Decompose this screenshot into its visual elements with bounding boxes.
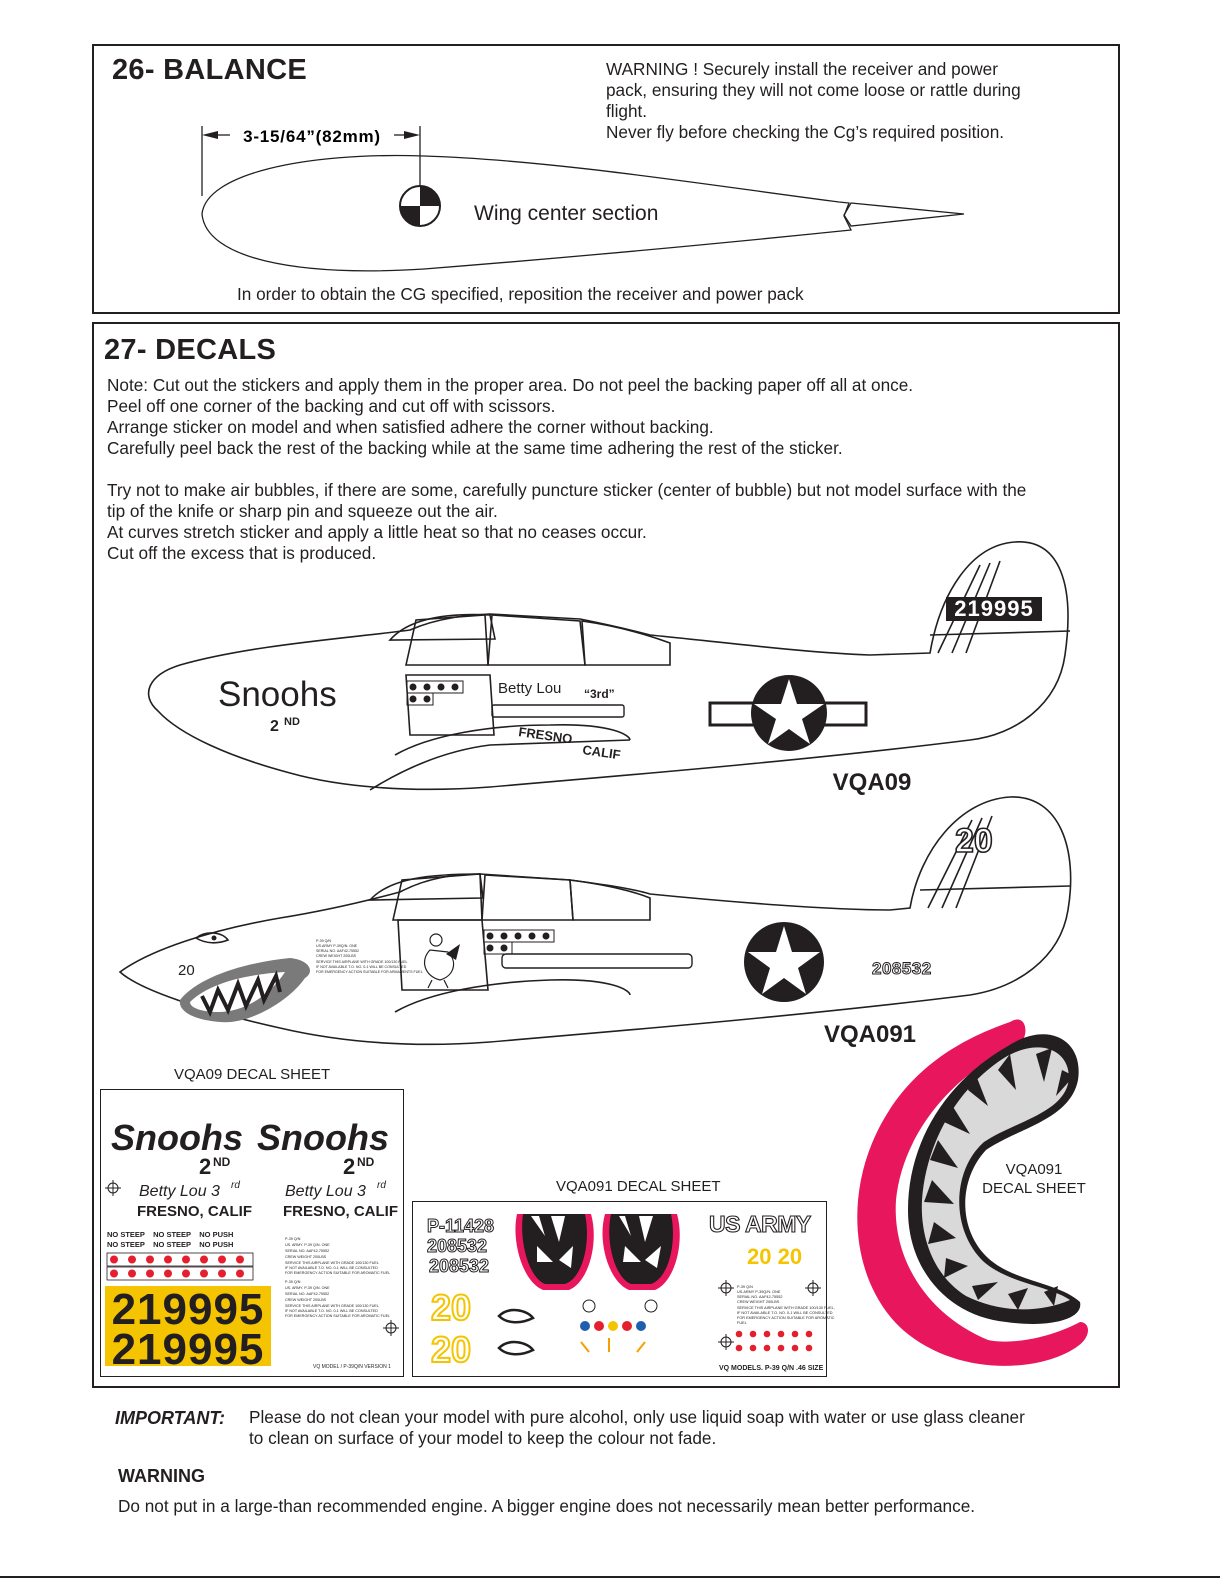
svg-text:rd: rd — [231, 1180, 240, 1191]
sheet-city-1: FRESNO, CALIF — [137, 1203, 252, 1220]
data-block-1 — [285, 1237, 390, 1275]
note-line: Arrange sticker on model and when satisfied adhere the corner without backing. — [107, 417, 714, 437]
state: CALIF — [581, 742, 622, 763]
plane-code: VQA091 — [823, 1021, 917, 1048]
svg-text:CREW WEIGHT 200LBS: CREW WEIGHT 200LBS — [285, 1298, 327, 1302]
svg-text:NO STEEP NO STEEP NO PUS: NO STEEP NO STEEP NO PUSH — [107, 1230, 234, 1239]
warning-line: Never fly before checking the Cg’s required position. — [606, 122, 1005, 142]
airfoil-diagram — [94, 46, 1118, 312]
shark-caption: VQA091 DECAL SHEET — [982, 1161, 1086, 1197]
svg-text:IF NOT AVAILABLE T.O. NO. 0-1: IF NOT AVAILABLE T.O. NO. 0-1 WILL BE CONSULTED — [316, 965, 407, 969]
note-line: tip of the knife or sharp pin and squeeze out the air. — [107, 501, 498, 521]
tail-number: 20 — [955, 822, 993, 860]
warning-stencils — [107, 1230, 233, 1249]
plane-name-suffix: “3rd” — [584, 687, 615, 701]
svg-text:CREW WEIGHT 200LBS: CREW WEIGHT 200LBS — [316, 954, 357, 958]
balance-footer: In order to obtain the CG specified, reposition the receiver and power pack — [237, 284, 804, 304]
stencil-data — [316, 939, 423, 974]
vqa09-decal-sheet — [100, 1089, 404, 1377]
svg-text:20: 20 — [431, 1329, 472, 1370]
svg-text:FOR EMERGENCY ACTION SUITABLE: FOR EMERGENCY ACTION SUITABLE FOR AROMATIC — [737, 1316, 835, 1320]
sheet2-serials — [427, 1216, 494, 1276]
svg-text:NO STEEP NO STEEP NO PUS: NO STEEP NO STEEP NO PUSH — [107, 1240, 234, 1249]
yellow-pair: 20 20 — [747, 1244, 803, 1269]
nose-sub: 2 — [270, 718, 279, 735]
svg-text:P-39 Q/N: P-39 Q/N — [737, 1285, 753, 1289]
note-line: Try not to make air bubbles, if there are some, carefully puncture sticker (center of bubble) but not model surface with the — [107, 480, 1027, 500]
svg-text:US. ARMY. P-39 Q/N. ONE: US. ARMY. P-39 Q/N. ONE — [285, 1286, 330, 1290]
rooster-emblems — [580, 1300, 657, 1352]
svg-text:rd: rd — [377, 1180, 386, 1191]
gun-port — [502, 954, 692, 968]
sheet-name-2: Snoohs — [257, 1117, 389, 1158]
rooster-emblem — [425, 934, 460, 988]
data-block-2 — [285, 1280, 390, 1318]
svg-text:US. ARMY. P-39 Q/N. ONE: US. ARMY. P-39 Q/N. ONE — [285, 1243, 330, 1247]
svg-text:IF NOT AVAILABLE T.O. NO. 0-1: IF NOT AVAILABLE T.O. NO. 0-1 WILL BE CONSULTED — [737, 1311, 833, 1315]
svg-text:SERVICE THIS AIRPLANE WITH GRA: SERVICE THIS AIRPLANE WITH GRADE 100/130 FUEL — [285, 1261, 379, 1265]
serial: 208532 — [872, 959, 932, 978]
note-line: At curves stretch sticker and apply a little heat so that no ceases occur. — [107, 522, 647, 542]
sheet-betty-1: Betty Lou 3 — [139, 1183, 220, 1200]
balance-title: 26- BALANCE — [112, 54, 308, 86]
svg-text:CREW WEIGHT 200LBS: CREW WEIGHT 200LBS — [285, 1255, 327, 1259]
star-insignia — [710, 675, 866, 751]
svg-text:SERIAL NO. AAF42-75552: SERIAL NO. AAF42-75552 — [316, 949, 360, 953]
sheet1-footer: VQ MODEL / P-39Q/N VERSION 1 — [313, 1364, 391, 1370]
us-army: US ARMY — [709, 1211, 811, 1237]
sheet2-footer: VQ MODELS. P-39 Q/N .46 SIZE — [719, 1365, 824, 1372]
svg-text:P-39 Q/N: P-39 Q/N — [285, 1237, 301, 1241]
sheet2-yellow-numbers — [431, 1287, 471, 1370]
svg-text:US.ARMY P-39Q/N. ONE: US.ARMY P-39Q/N. ONE — [737, 1290, 781, 1294]
sheet-name-1: Snoohs — [111, 1117, 243, 1158]
svg-text:SERIAL NO. AAF42-75552: SERIAL NO. AAF42-75552 — [285, 1249, 330, 1253]
decals-title: 27- DECALS — [104, 334, 277, 366]
sheet2-art — [413, 1202, 835, 1375]
note-line: Cut off the excess that is produced. — [107, 543, 377, 563]
gun-port — [492, 705, 624, 717]
tail-number: 219995 — [954, 596, 1034, 621]
svg-text:ND: ND — [213, 1155, 231, 1169]
nose-number: 20 — [178, 962, 195, 979]
svg-text:SERIAL NO. AAF42-75552: SERIAL NO. AAF42-75552 — [285, 1292, 330, 1296]
sheet2-caption: VQA091 DECAL SHEET — [556, 1178, 721, 1195]
red-dots — [736, 1331, 813, 1352]
sheet1-caption: VQA09 DECAL SHEET — [174, 1066, 331, 1083]
vqa091-decal-sheet — [412, 1201, 835, 1377]
sheet-number-1: 219995 — [111, 1285, 265, 1334]
svg-text:FUEL: FUEL — [737, 1321, 747, 1325]
red-dot-grid — [107, 1253, 253, 1280]
warning-line: WARNING ! Securely install the receiver and power — [606, 59, 998, 79]
warning-line: pack, ensuring they will not come loose or rattle during — [606, 80, 1021, 100]
svg-text:SERVICE THIS AIRPLANE WITH GRA: SERVICE THIS AIRPLANE WITH GRADE 100/130 FUEL, — [737, 1306, 835, 1310]
star-insignia — [744, 922, 824, 1002]
svg-text:208532: 208532 — [429, 1256, 490, 1276]
svg-text:SERVICE THIS AIRPLANE WITH GRA: SERVICE THIS AIRPLANE WITH GRADE 100/130 FUEL — [285, 1304, 379, 1308]
warning-line: flight. — [606, 101, 648, 121]
svg-text:P-39 Q/N: P-39 Q/N — [285, 1280, 301, 1284]
aileron-outline — [844, 203, 964, 226]
svg-text:CREW WEIGHT 200LBS: CREW WEIGHT 200LBS — [737, 1300, 780, 1304]
city: FRESNO — [517, 724, 574, 747]
nose-sub-sup: ND — [284, 716, 300, 728]
note-line: Carefully peel back the rest of the backing while at the same time adhering the rest of the sticker. — [107, 438, 843, 458]
sheet-sub-1: 2 — [199, 1154, 212, 1179]
dimension-label: 3-15/64”(82mm) — [243, 127, 381, 146]
nose-name: Snoohs — [218, 675, 337, 714]
plane-vqa09 — [110, 535, 1100, 805]
airfoil-label: Wing center section — [474, 202, 659, 225]
sheet-number-2: 219995 — [111, 1325, 265, 1374]
dimension-right-arrow — [404, 131, 420, 139]
shark-eyes — [499, 1310, 533, 1354]
sheet-city-2: FRESNO, CALIF — [283, 1203, 398, 1220]
svg-text:IF NOT AVAILABLE T.O. NO. 0-1: IF NOT AVAILABLE T.O. NO. 0-1 WILL BE CONSULTED — [285, 1266, 378, 1270]
svg-text:ND: ND — [357, 1155, 375, 1169]
balance-section — [92, 44, 1120, 314]
shark-mouth-pair — [515, 1214, 679, 1290]
warning-title: WARNING — [118, 1466, 205, 1486]
plane-code: VQA09 — [832, 769, 912, 796]
svg-text:20: 20 — [431, 1287, 472, 1328]
shark-mouth-small — [180, 958, 310, 1022]
plane-name: Betty Lou — [498, 680, 562, 697]
svg-text:P-39 Q/N: P-39 Q/N — [316, 939, 331, 943]
svg-text:FOR EMERGENCY ACTION SUITABLE: FOR EMERGENCY ACTION SUITABLE FOR AROMATIC FUEL — [285, 1271, 391, 1275]
sheet-betty-2: Betty Lou 3 — [285, 1183, 366, 1200]
svg-text:P-11428: P-11428 — [427, 1216, 495, 1236]
sheet-sub-2: 2 — [343, 1154, 356, 1179]
sheet1-art — [101, 1090, 402, 1375]
note-line: Peel off one corner of the backing and cut off with scissors. — [107, 396, 556, 416]
sheet2-data — [737, 1285, 835, 1325]
bottom-rule — [0, 1576, 1220, 1578]
svg-text:SERIAL NO. AAF42-75552: SERIAL NO. AAF42-75552 — [737, 1295, 783, 1299]
important-label: IMPORTANT: — [115, 1408, 225, 1428]
note-line: Note: Cut out the stickers and apply them in the proper area. Do not peel the backing paper off all at once. — [107, 375, 914, 395]
svg-text:SERVICE THIS AIRPLANE WITH GRA: SERVICE THIS AIRPLANE WITH GRADE 100/130 FUEL — [316, 960, 408, 964]
svg-text:208532: 208532 — [427, 1236, 488, 1256]
dimension-left-arrow — [202, 131, 218, 139]
svg-text:US.ARMY P-39Q/N. ONE: US.ARMY P-39Q/N. ONE — [316, 944, 358, 948]
svg-text:IF NOT AVAILABLE T.O. NO. 0-1: IF NOT AVAILABLE T.O. NO. 0-1 WILL BE CONSULTED — [285, 1309, 378, 1313]
svg-text:FOR EMERGENCY ACTION SUITABLE: FOR EMERGENCY ACTION SUITABLE FOR AROMATIC FUEL — [285, 1314, 391, 1318]
important-text: Please do not clean your model with pure alcohol, only use liquid soap with water or use glass cleaner to clean on surface of your model to keep the colour not fade. — [249, 1407, 1025, 1448]
svg-text:FOR EMERGENCY ACTION SUITABLE: FOR EMERGENCY ACTION SUITABLE FOR ARMAMENTS FUEL — [316, 970, 423, 974]
warning-text: Do not put in a large-than recommended engine. A bigger engine does not necessarily mean better performance. — [118, 1496, 976, 1516]
